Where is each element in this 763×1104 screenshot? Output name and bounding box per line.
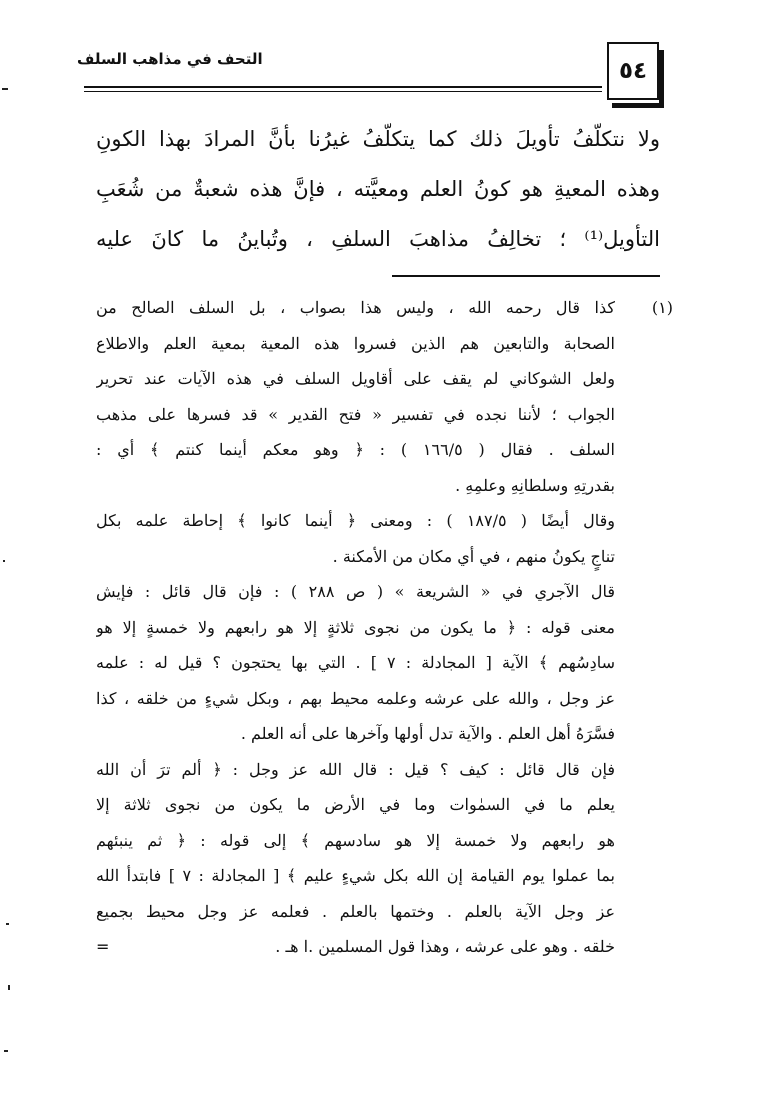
footnote-line: بما عملوا يوم القيامة إن الله بكل شيءٍ عليم ﴾ [ المجادلة : ٧ ] فابتدأ الله [96, 866, 615, 885]
footnote-line: هو رابعهم ولا خمسة إلا هو سادسهم ﴾ إلى قوله : ﴿ ثم ينبئهم [96, 830, 615, 850]
scan-mark [8, 985, 10, 990]
main-text-line: التأويل⁽¹⁾ ؛ تخالِفُ مذاهبَ السلفِ ، وتُباينُ ما كانَ عليه [96, 227, 660, 251]
footnote-separator [392, 275, 660, 277]
footnote-line: ولعل الشوكاني لم يقف على أقاويل السلف في هذه الآيات عند تحرير [96, 369, 615, 388]
footnote-last-line [96, 929, 615, 965]
page-number: ٥٤ [618, 58, 648, 84]
footnote-line: خلقه . وهو على عرشه ، وهذا قول المسلمين .ا هـ . [275, 937, 615, 956]
footnote-line: تناجٍ يكونُ منهم ، في أي مكان من الأمكنة . [332, 546, 615, 566]
footnote-line: معنى قوله : ﴿ ما يكون من نجوى ثلاثةٍ إلا هو رابعهم ولا خمسةٍ إلا هو [96, 617, 615, 637]
scan-mark [4, 1050, 8, 1052]
header-rule-thin [84, 91, 602, 92]
footnote-line: بقدرتِهِ وسلطانِهِ وعلمِهِ . [455, 475, 615, 495]
footnote-line: عز وجل الآية بالعلم . وختمها بالعلم . فعلمه عز وجل محيط بجميع [96, 901, 615, 921]
page-number-box [607, 42, 659, 100]
footnote-line: الصحابة والتابعين هم الذين فسروا هذه المعية بمعية العلم والاطلاع [96, 333, 615, 353]
main-text [96, 114, 660, 264]
main-text-line: وهذه المعيةِ هو كونُ العلم ومعيَّته ، فإنَّ هذه شعبةٌ من شُعَبِ [96, 177, 660, 201]
footnote [96, 290, 673, 965]
header-rule [84, 86, 602, 88]
footnote-body [96, 290, 615, 965]
footnote-line: قال الآجري في « الشريعة » ( ص ٢٨٨ ) : فإن قال قائل : فإيش [96, 582, 615, 601]
footnote-marker: (١) [651, 298, 673, 317]
footnote-line: فإن قال قائل : كيف ؟ قيل : قال الله عز وجل : ﴿ ألم ترَ أن الله [96, 759, 615, 779]
continuation-mark: = [96, 937, 110, 956]
footnote-line: يعلم ما في السمٰوات وما في الأرض ما يكون من نجوى ثلاثة إلا [96, 795, 615, 814]
footnote-line: سادِسُهم ﴾ الآية [ المجادلة : ٧ ] . التي بها يحتجون ؟ قيل له : علمه [96, 653, 615, 672]
footnote-line: فسَّرَهُ أهل العلم . والآية تدل أولها وآخرها على أنه العلم . [240, 724, 615, 743]
footnote-line: السلف . فقال ( ١٦٦/٥ ) : ﴿ وهو معكم أينما كنتم ﴾ أي : [96, 440, 615, 459]
scan-mark [6, 923, 9, 925]
footnote-line: عز وجل ، والله على عرشه وعلمه محيط بهم ، وبكل شيءٍ من خلقه ، كذا [96, 688, 615, 708]
footnote-line: وقال أيضًا ( ١٨٧/٥ ) : ومعنى ﴿ أينما كانوا ﴾ إحاطة علمه بكل [96, 511, 615, 530]
book-title: التحف في مذاهب السلف [77, 50, 263, 68]
footnote-line: الجواب ؛ لأننا نجده في تفسير « فتح القدير » قد فسرها على مذهب [96, 404, 615, 424]
main-text-line: ولا نتكلّفُ تأويلَ ذلك كما يتكلّفُ غيرُنا بأنَّ المرادَ بهذا الكونِ [96, 127, 660, 151]
scan-mark [2, 88, 8, 90]
scan-mark [3, 560, 5, 562]
footnote-line: كذا قال رحمه الله ، وليس هذا بصواب ، بل السلف الصالح من [96, 298, 615, 317]
